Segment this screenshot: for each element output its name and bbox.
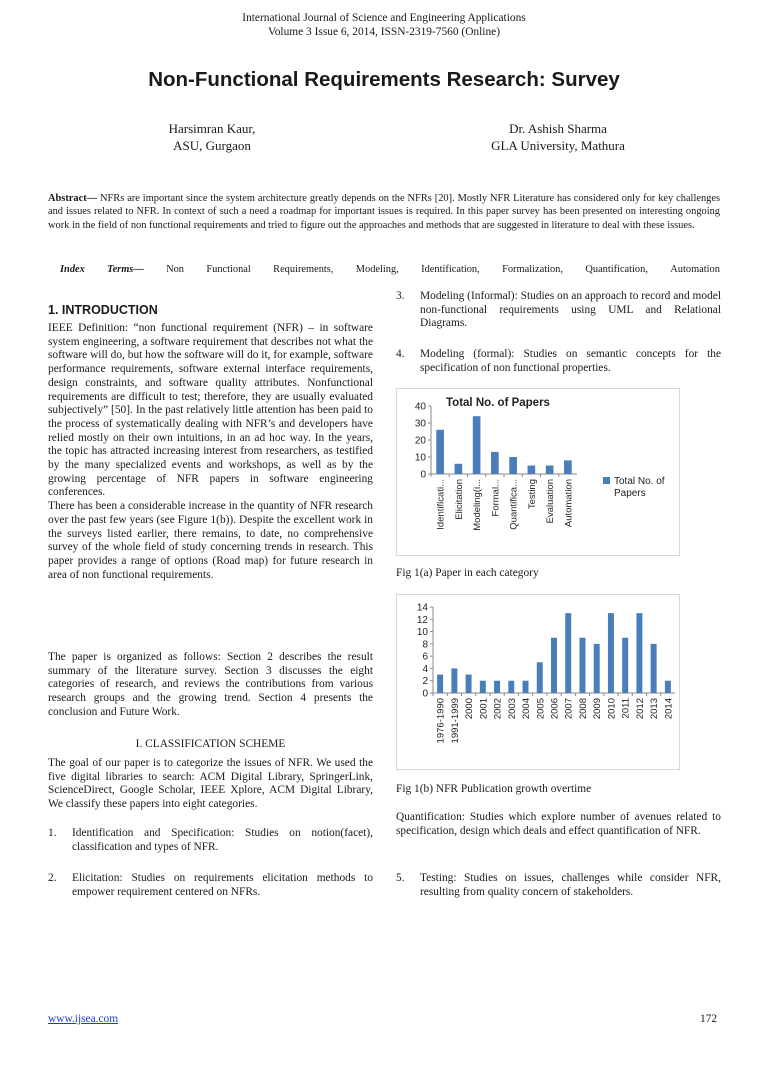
index-term: Modeling,	[355, 264, 399, 275]
chart-title: Total No. of Papers	[446, 397, 550, 409]
index-term: Quantification,	[585, 264, 648, 275]
classification-paragraph: The goal of our paper is to categorize the issues of NFR. We used the five digital libraries to search: ACM Digital Library, SpringerLink, ScienceDirect, Google Scholar, IEEE Xplore, ACM Digital Library, We classify these papers into eight categories.	[48, 757, 373, 811]
author-2	[438, 120, 678, 154]
bar-chart-publication-growth	[397, 595, 679, 769]
index-term: Functional	[206, 264, 251, 275]
index-term: Automation	[670, 264, 720, 275]
journal-name: International Journal of Science and Engineering Applications	[242, 12, 526, 24]
intro-paragraph: IEEE Definition: “non functional requirement (NFR) – in software system engineering, a software requirement that describes not what the software will do, but how the software will do it, for example, software performance requirements, software external interface requirements, design constraints, and software quality attributes. Nonfunctional requirements are difficult to test; therefore, they are usually evaluated subjectively” [50]. In the past relatively little attention has been paid to the process of systematically dealing with NFR’s and developers have relied mostly on their own intuitions, in an ad hoc way. In the years, the topic has attracted increasing interest from researchers, as testified by the many specialized events and workshops, as well as by the growing percentage of NFR papers in software engineering conferences.	[48, 322, 373, 499]
x-tick-label: Automation	[563, 479, 575, 528]
x-tick-label: 2010	[606, 698, 618, 720]
bar-chart-papers-by-category	[397, 389, 679, 555]
bar	[651, 644, 657, 693]
list-item	[48, 827, 373, 857]
bar	[622, 638, 628, 693]
bar	[665, 681, 671, 693]
bar	[436, 430, 444, 474]
bar	[509, 457, 517, 474]
quantification-paragraph: Quantification: Studies which explore number of avenues related to specification, design which deals and effect quantification of NFR.	[396, 811, 721, 837]
y-tick-label: 10	[414, 452, 426, 464]
abstract	[48, 192, 720, 232]
abstract-text: NFRs are important since the system architecture greatly depends on the NFRs [20]. Mostly NFR Literature has considered only for key challenges and issues related to NFR. In context of such a need a roadmap for important issues is required. In this paper survey has been presented on interesting ongoing work in the field of non functional requirements and tried to figure out the approaches and methods that are suggested in literature to deal with these issues.	[48, 193, 720, 231]
list-number: 3.	[396, 290, 405, 302]
y-tick-label: 4	[422, 663, 428, 675]
y-tick-label: 2	[422, 676, 428, 688]
bar	[437, 675, 443, 693]
bar	[455, 464, 463, 474]
bar	[594, 644, 600, 693]
y-tick-label: 30	[414, 418, 426, 430]
x-tick-label: Testing	[526, 479, 538, 510]
list-number: 2.	[48, 872, 57, 884]
list-number: 1.	[48, 827, 57, 839]
paper-title: Non-Functional Requirements Research: Survey	[148, 68, 620, 91]
author-name: Harsimran Kaur,	[168, 121, 256, 136]
bar	[565, 613, 571, 693]
index-term: Non	[166, 264, 184, 275]
author-1	[92, 120, 332, 154]
figure-1b-chart	[396, 594, 680, 770]
x-tick-label: 2014	[663, 698, 675, 720]
x-tick-label: 1976-1990	[435, 698, 447, 744]
bar	[608, 613, 614, 693]
list-item	[48, 872, 373, 902]
x-tick-label: 2002	[492, 698, 504, 720]
x-tick-label: Formal...	[490, 479, 502, 517]
author-affiliation: ASU, Gurgaon	[173, 138, 251, 153]
figure-1b-caption: Fig 1(b) NFR Publication growth overtime	[396, 783, 592, 795]
bar	[537, 662, 543, 693]
intro-paragraph: The paper is organized as follows: Section 2 describes the result summary of the literature survey. Section 3 discusses the eight categories of research, and reviews the contributions from various research groups and the growing trend. Section 4 presents the conclusion and Future Work.	[48, 651, 373, 718]
abstract-label: Abstract—	[48, 193, 98, 204]
x-tick-label: 2013	[649, 698, 661, 720]
list-item	[396, 348, 721, 378]
section-number: 1.	[48, 303, 59, 317]
y-tick-label: 0	[422, 688, 428, 700]
x-tick-label: 1991-1999	[449, 698, 461, 744]
bar	[491, 452, 499, 474]
bar	[636, 613, 642, 693]
author-affiliation: GLA University, Mathura	[491, 138, 625, 153]
author-name: Dr. Ashish Sharma	[509, 121, 607, 136]
y-tick-label: 40	[414, 401, 426, 413]
bar	[508, 681, 514, 693]
bar	[564, 460, 572, 474]
list-item	[396, 290, 721, 335]
index-terms	[60, 264, 720, 275]
intro-paragraph: There has been a considerable increase in the quantity of NFR research over the past few years (see Figure 1(b)). Despite the excellent work in the surveys listed earlier, there remains, to date, no comprehensive survey of the whole field of study concerning trends in research. This paper provides a range of options (Road map) for future research in area of non functional requirements.	[48, 500, 373, 581]
x-tick-label: Elicitation	[453, 479, 465, 520]
list-number: 5.	[396, 872, 405, 884]
journal-website-link[interactable]: www.ijsea.com	[48, 1013, 119, 1025]
index-term: Formalization,	[502, 264, 563, 275]
y-tick-label: 20	[414, 435, 426, 447]
section-heading-introduction	[48, 303, 158, 317]
figure-1a-caption: Fig 1(a) Paper in each category	[396, 567, 539, 579]
bar	[551, 638, 557, 693]
page-number: 172	[700, 1013, 718, 1025]
list-text: Modeling (formal): Studies on semantic concepts for the specification of non functional properties.	[420, 348, 721, 374]
x-tick-label: 2004	[521, 698, 533, 720]
index-term: Requirements,	[273, 264, 334, 275]
x-tick-label: 2005	[535, 698, 547, 720]
x-tick-label: 2008	[577, 698, 589, 720]
journal-volume: Volume 3 Issue 6, 2014, ISSN-2319-7560 (Online)	[267, 25, 501, 38]
index-term: Identification,	[421, 264, 480, 275]
x-tick-label: Quantifica...	[508, 479, 520, 530]
list-number: 4.	[396, 348, 405, 360]
legend-label: Total No. of	[614, 476, 665, 487]
y-tick-label: 6	[422, 651, 428, 663]
index-label: Index	[60, 264, 85, 275]
list-item	[396, 872, 721, 902]
figure-1a-chart	[396, 388, 680, 556]
bar	[579, 638, 585, 693]
bar	[523, 681, 529, 693]
y-tick-label: 0	[420, 469, 426, 481]
classification-heading: I. CLASSIFICATION SCHEME	[135, 738, 286, 750]
x-tick-label: 2011	[620, 698, 632, 719]
x-tick-label: Modeling(i...	[472, 479, 484, 531]
terms-label: Terms—	[107, 264, 144, 275]
x-tick-label: 2007	[563, 698, 575, 720]
x-tick-label: 2003	[506, 698, 518, 720]
list-text: Modeling (Informal): Studies on an approach to record and model non-functional requirements using UML and Relational Diagrams.	[420, 290, 721, 330]
x-tick-label: 2006	[549, 698, 561, 720]
y-tick-label: 12	[416, 614, 428, 626]
x-tick-label: Evaluation	[545, 479, 557, 524]
legend-label: Papers	[614, 488, 646, 499]
bar	[528, 466, 536, 475]
bar	[494, 681, 500, 693]
intro-para-1-2	[48, 322, 373, 582]
x-tick-label: 2001	[478, 698, 490, 720]
intro-para-3	[48, 651, 373, 720]
bar	[473, 416, 481, 474]
section-title: INTRODUCTION	[61, 303, 158, 317]
x-tick-label: 2009	[592, 698, 604, 720]
journal-header	[0, 12, 768, 39]
x-tick-label: 2012	[634, 698, 646, 720]
bar	[480, 681, 486, 693]
bar	[466, 675, 472, 693]
bar	[451, 668, 457, 693]
list-text: Elicitation: Studies on requirements elicitation methods to empower requirement centered on NFRs.	[72, 872, 373, 898]
list-text: Identification and Specification: Studies on notion(facet), classification and types of NFR.	[72, 827, 373, 853]
x-tick-label: 2000	[464, 698, 476, 720]
bar	[546, 466, 554, 475]
y-tick-label: 8	[422, 639, 428, 651]
x-tick-label: Identificati...	[435, 479, 447, 530]
legend-swatch	[603, 477, 610, 484]
y-tick-label: 10	[416, 627, 428, 639]
list-text: Testing: Studies on issues, challenges while consider NFR, resulting from quality concern of stakeholders.	[420, 872, 721, 898]
y-tick-label: 14	[416, 602, 428, 614]
